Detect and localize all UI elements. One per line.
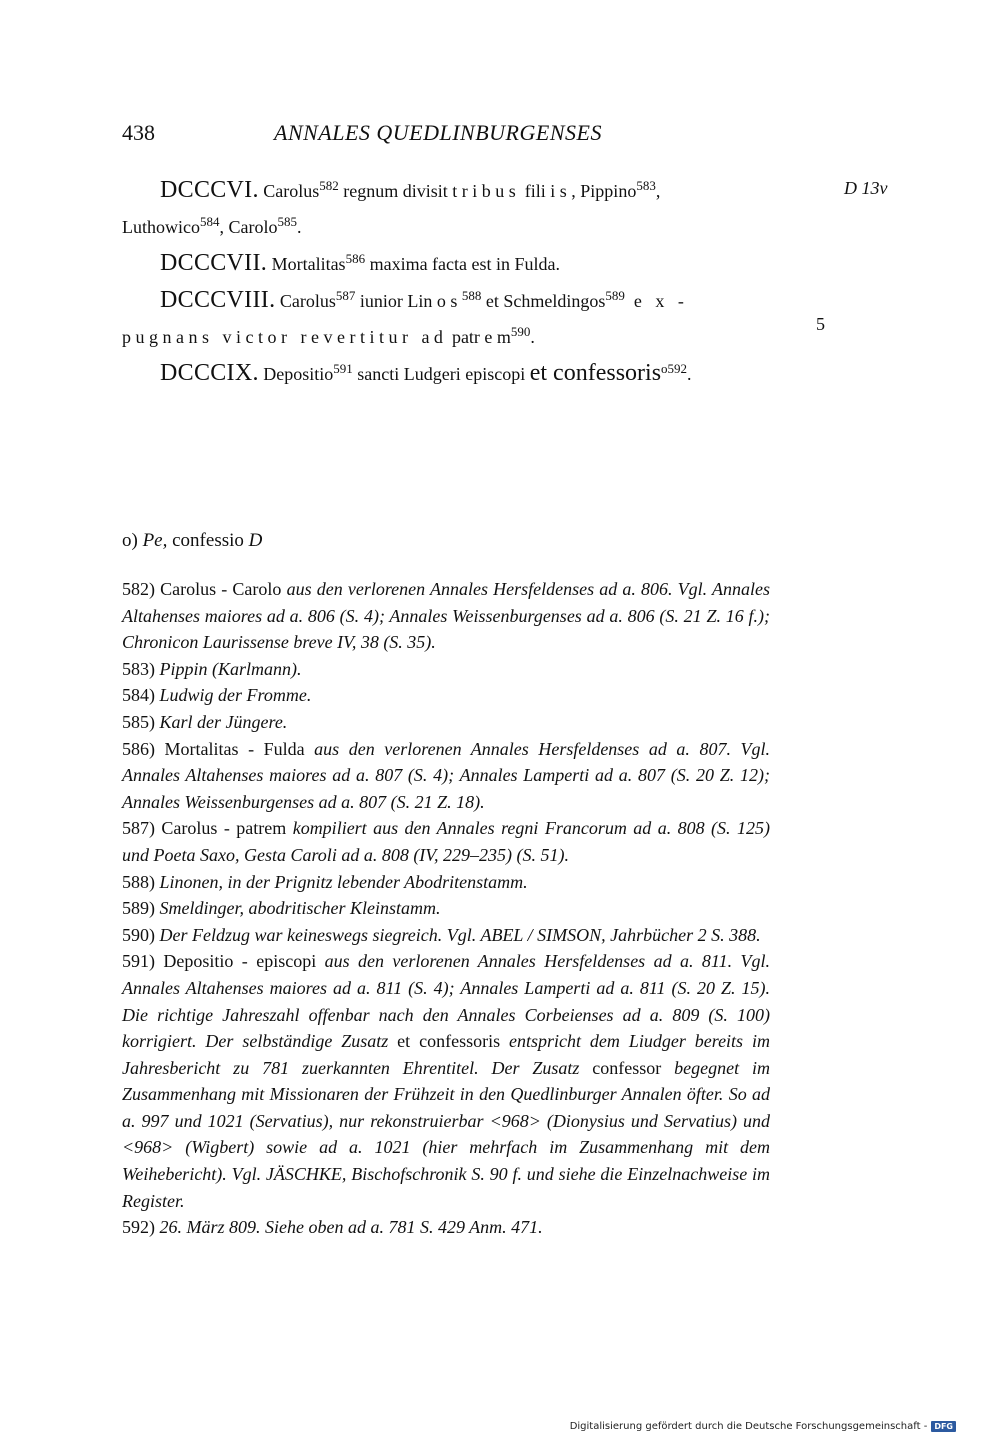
entry-text: Carolus (258, 181, 320, 201)
entry-text-large: et confessoris (529, 360, 662, 386)
footnote-comment: entspricht dem Liudger bereits im Jahresbericht zu 781 zuerkannten Ehrentitel. Der Zusatz (122, 1031, 770, 1078)
dfg-logo: DFG (931, 1421, 956, 1432)
annal-entries (122, 172, 772, 392)
year-807: DCCCVII. (160, 250, 268, 276)
footnote-586 (122, 736, 770, 816)
running-title: ANNALES QUEDLINBURGENSES (274, 120, 602, 145)
footnote-582 (122, 576, 770, 656)
margin-reference: D 13v (844, 178, 888, 198)
entry-text: . (530, 327, 535, 347)
entry-text: et Schmeldingos (481, 291, 606, 311)
entry-808 (122, 282, 772, 319)
footnotes (122, 576, 770, 1241)
spaced-text: tribus (452, 181, 521, 201)
footnote-591 (122, 948, 770, 1214)
footnote-584 (122, 682, 770, 709)
entry-808-cont (122, 319, 772, 355)
spaced-text: pugnans victor revertitur ad (122, 327, 448, 347)
footnote-comment: aus den verlorenen Annales Hersfeldenses ad a. 807. Vgl. Annales Altahenses maiores ad a. 807 (S. 4); Annales Lamperti ad a. 807 (S. 20 Z. 12); Annales Weissenburgenses ad a. 807 (S. 21 Z. 18). (122, 738, 770, 812)
footnote-lemma: 588) (122, 871, 155, 892)
footnote-590 (122, 922, 770, 949)
entry-text: Carolus (275, 291, 336, 311)
footnote-589 (122, 895, 770, 922)
footnote-ref-587[interactable]: 587 (335, 288, 356, 303)
footnote-comment: begegnet im Zusammenhang mit Missionaren der Frühzeit in den Quedlinburger Annalen öfter. So ad a. 997 und 1021 (Servatius), nur rekonstruierbar <968> (Dionysius und Servatius) und <968> (Wigbert) sowie ad a. 1021 (hier mehrfach im Zusammenhang mit dem Weihebericht). Vgl. JÄSCHKE, Bischofschronik S. 90 f. und siehe die Einzelnachweise im Register. (122, 1057, 771, 1211)
page-header (122, 120, 822, 154)
entry-text: regnum divisit (338, 181, 453, 201)
entry-text: . (297, 217, 302, 237)
year-809: DCCCIX. (160, 360, 259, 386)
entry-809 (122, 355, 772, 392)
footnote-lemma: 586) Mortalitas - Fulda (122, 738, 305, 759)
footnote-comment: kompiliert aus den Annales regni Francorum ad a. 808 (S. 125) und Poeta Saxo, Gesta Caroli ad a. 808 (IV, 229–235) (S. 51). (122, 818, 770, 865)
footnote-ref-589[interactable]: 589 (605, 288, 625, 303)
entry-806 (122, 172, 772, 209)
entry-806-cont (122, 209, 772, 245)
variant-prefix: o) (122, 530, 143, 551)
footnote-ref-591[interactable]: 591 (333, 361, 353, 376)
footnote-comment: aus den verlorenen Annales Hersfeldenses ad a. 806. Vgl. Annales Altahenses maiores ad a. 806 (S. 4); Annales Weissenburgenses ad a. 806 (S. 21 Z. 16 f.); Chronicon Laurissense breve IV, 38 (S. 35). (122, 579, 770, 653)
footnote-comment: 26. März 809. Siehe oben ad a. 781 S. 429 Anm. 471. (155, 1217, 543, 1238)
footnote-lemma: 582) Carolus - Carolo (122, 579, 282, 599)
footnote-comment: Karl der Jüngere. (155, 711, 288, 732)
entry-text: , Carolo (219, 217, 278, 237)
footnote-lemma: 592) (122, 1217, 155, 1238)
page-number: 438 (122, 120, 155, 145)
digitization-credit (570, 1421, 956, 1432)
entry-text: , (655, 181, 661, 201)
footnote-comment: Pippin (Karlmann). (155, 658, 302, 679)
spaced-text: e x - (624, 291, 689, 311)
footnote-lemma: 583) (122, 658, 155, 679)
entry-text: Depositio (258, 364, 334, 384)
entry-text: fili i s , Pippino (520, 181, 637, 201)
footnote-comment: Linonen, in der Prignitz lebender Abodritenstamm. (155, 871, 528, 892)
footnote-ref-588[interactable]: 588 (461, 288, 482, 303)
variant-text: confessio (167, 530, 249, 551)
footnote-comment: aus den verlorenen Annales Hersfeldenses ad a. 811. Vgl. Annales Altahenses maiores ad a. 811 (S. 4); Annales Lamperti ad a. 811 (S. 20 Z. 15). Die richtige Jahreszahl offenbar nach den Annales Corbeienses ad a. 809 (S. 100) korrigiert. Der selbständige Zusatz (122, 951, 770, 1052)
entry-807 (122, 245, 772, 282)
credit-text: Digitalisierung gefördert durch die Deutsche Forschungsgemeinschaft - (569, 1421, 928, 1432)
footnote-comment: Ludwig der Fromme. (155, 685, 312, 706)
footnote-ref-590[interactable]: 590 (510, 324, 531, 339)
footnote-roman-text: confessor (579, 1057, 675, 1078)
footnote-lemma: 585) (122, 711, 155, 732)
footnote-ref-582[interactable]: 582 (319, 178, 339, 193)
variant-siglum: D (248, 530, 263, 551)
footnote-lemma: 584) (122, 685, 155, 706)
footnote-585 (122, 709, 770, 736)
footnote-588 (122, 869, 770, 896)
entry-text: Mortalitas (267, 254, 346, 274)
footnote-comment: Smeldinger, abodritischer Kleinstamm. (155, 898, 441, 919)
footnote-ref-585[interactable]: 585 (277, 214, 297, 229)
footnote-lemma: 591) Depositio - episcopi (122, 951, 317, 972)
footnote-587 (122, 815, 770, 868)
footnote-roman-text: et confessoris (388, 1031, 509, 1052)
variant-siglum: Pe, (142, 530, 168, 551)
entry-text: iunior Lin o s (355, 291, 462, 311)
entry-text: patr e m (447, 327, 511, 347)
entry-text: . (687, 364, 692, 384)
entry-text: sancti Ludgeri episcopi (352, 364, 530, 384)
year-806: DCCCVI. (160, 177, 259, 203)
footnote-583 (122, 656, 770, 683)
footnote-592 (122, 1214, 770, 1241)
footnote-ref-584[interactable]: 584 (200, 214, 220, 229)
footnote-lemma: 589) (122, 898, 155, 919)
footnote-ref-586[interactable]: 586 (345, 251, 366, 266)
entry-text: Luthowico (122, 217, 200, 237)
line-number: 5 (816, 314, 825, 334)
year-808: DCCCVIII. (160, 287, 276, 313)
footnote-lemma: 590) (122, 924, 155, 945)
footnote-ref-o592[interactable]: o592 (661, 361, 688, 376)
footnote-ref-583[interactable]: 583 (636, 178, 656, 193)
variant-apparatus (122, 530, 262, 552)
footnote-lemma: 587) Carolus - patrem (122, 818, 287, 839)
entry-text: maxima facta est in Fulda. (365, 254, 561, 274)
footnote-comment: Der Feldzug war keineswegs siegreich. Vgl. ABEL / SIMSON, Jahrbücher 2 S. 388. (155, 924, 761, 945)
